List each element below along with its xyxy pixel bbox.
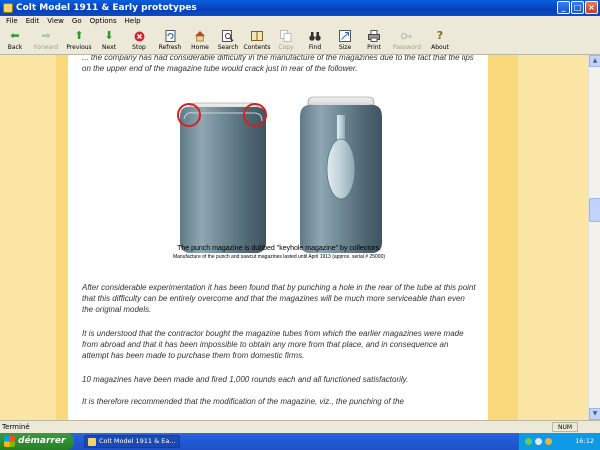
start-button[interactable]: démarrer — [0, 433, 74, 450]
find-button[interactable]: Find — [300, 27, 330, 55]
paragraph-1: After considerable experimentation it has been found that by punching a hole in the rear of the tube at this point that this difficulty can be entirely overcome and that the magazines will be much more serviceable than even the original models. — [82, 283, 476, 314]
menu-help[interactable]: Help — [124, 17, 141, 25]
back-button[interactable]: ⬅ Back — [7, 29, 23, 51]
maximize-button[interactable]: □ — [571, 1, 584, 14]
window-title: Colt Model 1911 & Early prototypes — [16, 3, 197, 13]
back-arrow-icon: ⬅ — [10, 29, 20, 42]
size-icon — [339, 30, 351, 42]
stop-button[interactable]: Stop — [124, 27, 154, 55]
previous-button[interactable]: ⬆ Previous — [66, 29, 92, 51]
menu-bar — [0, 16, 600, 27]
image-caption: The punch magazine is dubbed "keyhole magazine" by collectors. — [177, 245, 381, 252]
image-subcaption: Manufacture of the punch and sawcut magazines lasted until April 1913 (approx. serial # 25000) — [172, 254, 386, 260]
password-button[interactable]: Password — [388, 27, 426, 55]
close-button[interactable]: × — [585, 1, 598, 14]
clock: 16:12 — [575, 437, 594, 445]
right-margin-band-inner — [488, 55, 518, 420]
intro-paragraph: ... the company has had considerable difficulty in the manufacture of the magazines due to the fact that the lips on the upper end of the magazine tube would crack just in rear of the follower. — [82, 55, 474, 73]
system-tray — [518, 433, 600, 450]
keyhole-magazine-drawing — [300, 97, 382, 253]
taskbar — [0, 433, 600, 450]
stop-icon — [133, 30, 145, 42]
down-arrow-icon: ⬇ — [104, 29, 114, 42]
vertical-scrollbar[interactable] — [588, 55, 600, 420]
forward-arrow-icon: ➡ — [41, 29, 51, 42]
toolbar — [0, 27, 600, 55]
taskbar-window-button[interactable]: Colt Model 1911 & Ea... — [84, 435, 180, 448]
menu-options[interactable]: Options — [89, 17, 117, 25]
search-button[interactable]: Search — [214, 27, 242, 55]
content-viewport — [0, 55, 588, 420]
print-button[interactable]: Print — [360, 27, 388, 55]
menu-edit[interactable]: Edit — [25, 17, 40, 25]
paragraph-4: It is therefore recommended that the modification of the magazine, viz., the punching of the — [82, 397, 404, 406]
search-icon — [222, 30, 234, 42]
num-lock-indicator: NUM — [552, 422, 578, 432]
home-icon — [194, 30, 206, 42]
size-button[interactable]: Size — [330, 27, 360, 55]
about-button[interactable]: ? About — [431, 29, 449, 51]
minimize-button[interactable]: _ — [557, 1, 570, 14]
refresh-button[interactable]: Refresh — [154, 27, 186, 55]
scroll-thumb[interactable] — [589, 198, 600, 222]
sawcut-magazine-drawing — [178, 103, 266, 253]
tray-security-icon[interactable] — [545, 438, 552, 445]
status-bar — [0, 420, 600, 433]
tray-volume-icon[interactable] — [535, 438, 542, 445]
binoculars-icon — [309, 30, 321, 42]
contents-icon — [251, 30, 263, 42]
app-icon — [3, 3, 13, 13]
copy-icon — [280, 30, 292, 42]
up-arrow-icon: ⬆ — [74, 29, 84, 42]
status-text: Terminé — [2, 423, 30, 431]
home-button[interactable]: Home — [186, 27, 214, 55]
print-icon — [368, 30, 380, 42]
window-icon — [88, 438, 96, 446]
scroll-up-button[interactable]: ▲ — [589, 55, 600, 67]
menu-go[interactable]: Go — [71, 17, 82, 25]
contents-button[interactable]: Contents — [242, 27, 272, 55]
paragraph-2: It is understood that the contractor bought the magazine tubes from which the earlier magazines were made from abroad and that it has been impossible to obtain any more from that place, and in consequence an attempt has been made to purchase them from domestic firms. — [82, 329, 464, 360]
magazine-illustration — [168, 95, 390, 257]
refresh-icon — [164, 30, 176, 42]
title-bar[interactable] — [0, 0, 600, 16]
paragraph-3: 10 magazines have been made and fired 1,000 rounds each and all functioned satisfactorily. — [82, 375, 409, 384]
scroll-down-button[interactable]: ▼ — [589, 408, 600, 420]
tray-network-icon[interactable] — [525, 438, 532, 445]
info-icon: ? — [436, 29, 444, 42]
key-icon — [401, 30, 413, 42]
windows-logo-icon — [4, 436, 15, 447]
article-page — [72, 55, 486, 420]
left-margin-band-inner — [56, 55, 68, 420]
forward-button[interactable]: ➡ Forward — [33, 29, 59, 51]
menu-file[interactable]: File — [6, 17, 18, 25]
copy-button[interactable]: Copy — [272, 27, 300, 55]
next-button[interactable]: ⬇ Next — [102, 29, 116, 51]
menu-view[interactable]: View — [47, 17, 64, 25]
